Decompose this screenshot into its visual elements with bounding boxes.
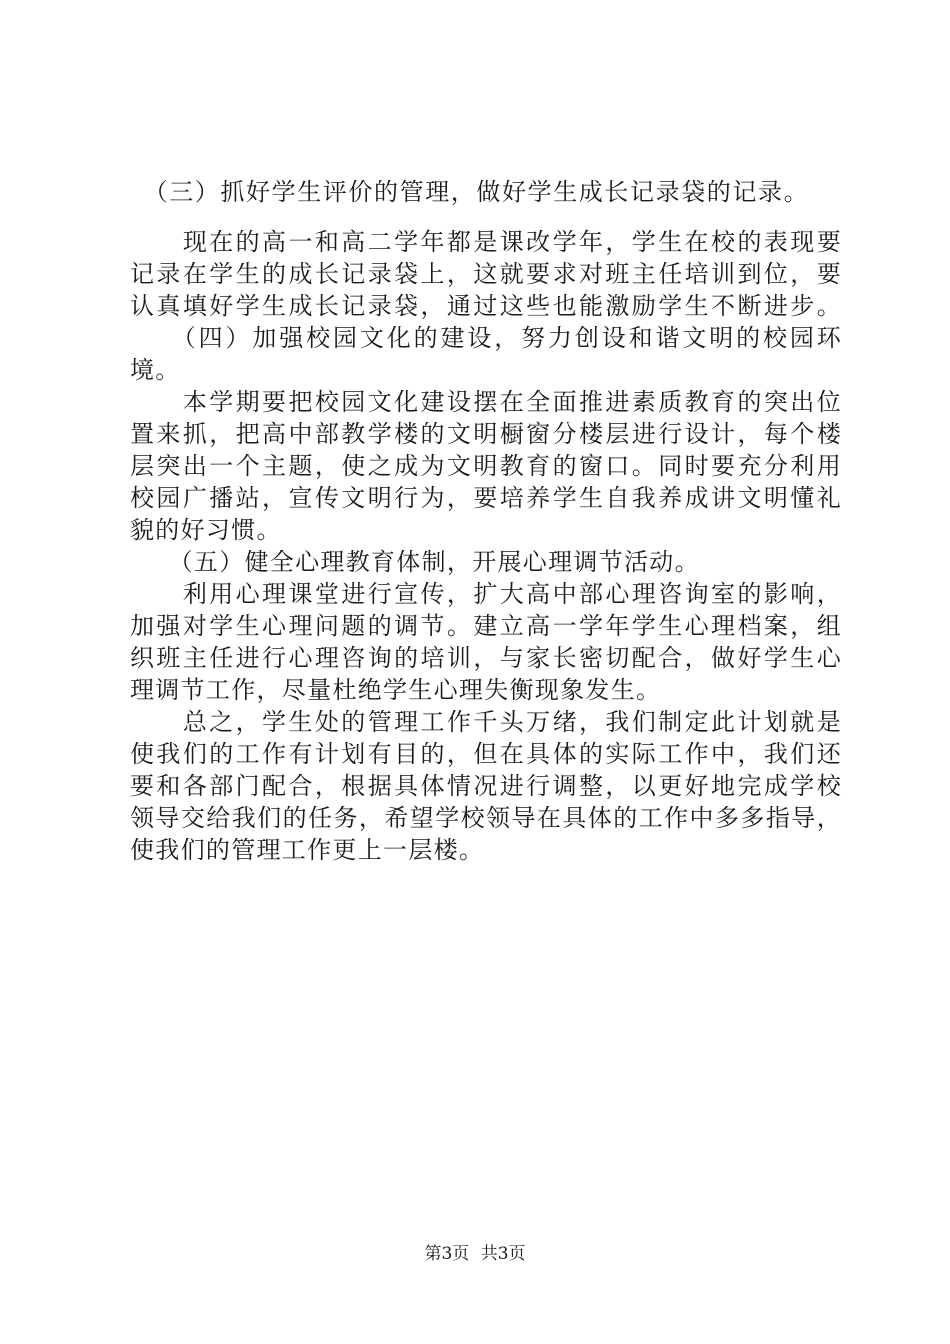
paragraph-line: 总之，学生处的管理工作千头万绪，我们制定此计划就是: [130, 708, 842, 736]
paragraph-line: 认真填好学生成长记录袋，通过这些也能激励学生不断进步。: [130, 292, 842, 320]
section-heading-3: （三）抓好学生评价的管理，做好学生成长记录袋的记录。: [130, 178, 810, 206]
paragraph-line: 领导交给我们的任务，希望学校领导在具体的工作中多多指导，: [130, 804, 842, 832]
paragraph-line: 置来抓，把高中部教学楼的文明橱窗分楼层进行设计，每个楼: [130, 420, 842, 448]
page-number-current: 第3页: [424, 1244, 470, 1264]
paragraph-line: 校园广播站，宣传文明行为，要培养学生自我养成讲文明懂礼: [130, 484, 842, 512]
paragraph-line: 使我们的工作有计划有目的，但在具体的实际工作中，我们还: [130, 740, 842, 768]
paragraph-line: 本学期要把校园文化建设摆在全面推进素质教育的突出位: [130, 388, 842, 416]
document-body: [130, 176, 842, 866]
section-heading-5: （五）健全心理教育体制，开展心理调节活动。: [130, 548, 700, 576]
paragraph-line: 记录在学生的成长记录袋上，这就要求对班主任培训到位，要: [130, 260, 842, 288]
paragraph-line: 加强对学生心理问题的调节。建立高一学年学生心理档案，组: [130, 612, 842, 640]
page-footer: [0, 1243, 950, 1265]
paragraph-line: 织班主任进行心理咨询的培训，与家长密切配合，做好学生心: [130, 644, 842, 672]
paragraph-line: 层突出一个主题，使之成为文明教育的窗口。同时要充分利用: [130, 452, 842, 480]
paragraph-line: 现在的高一和高二学年都是课改学年，学生在校的表现要: [130, 228, 842, 256]
section-heading-4: （四）加强校园文化的建设，努力创设和谐文明的校园环: [130, 324, 842, 352]
paragraph-line: 要和各部门配合，根据具体情况进行调整，以更好地完成学校: [130, 772, 842, 800]
section-heading-4-end: 境。: [130, 356, 181, 384]
paragraph-line: 理调节工作，尽量杜绝学生心理失衡现象发生。: [130, 676, 662, 704]
paragraph-line: 貌的好习惯。: [130, 516, 282, 544]
page-number-total: 共3页: [480, 1244, 526, 1264]
paragraph-line: 使我们的管理工作更上一层楼。: [130, 836, 485, 864]
paragraph-line: 利用心理课堂进行宣传，扩大高中部心理咨询室的影响，: [130, 580, 842, 608]
